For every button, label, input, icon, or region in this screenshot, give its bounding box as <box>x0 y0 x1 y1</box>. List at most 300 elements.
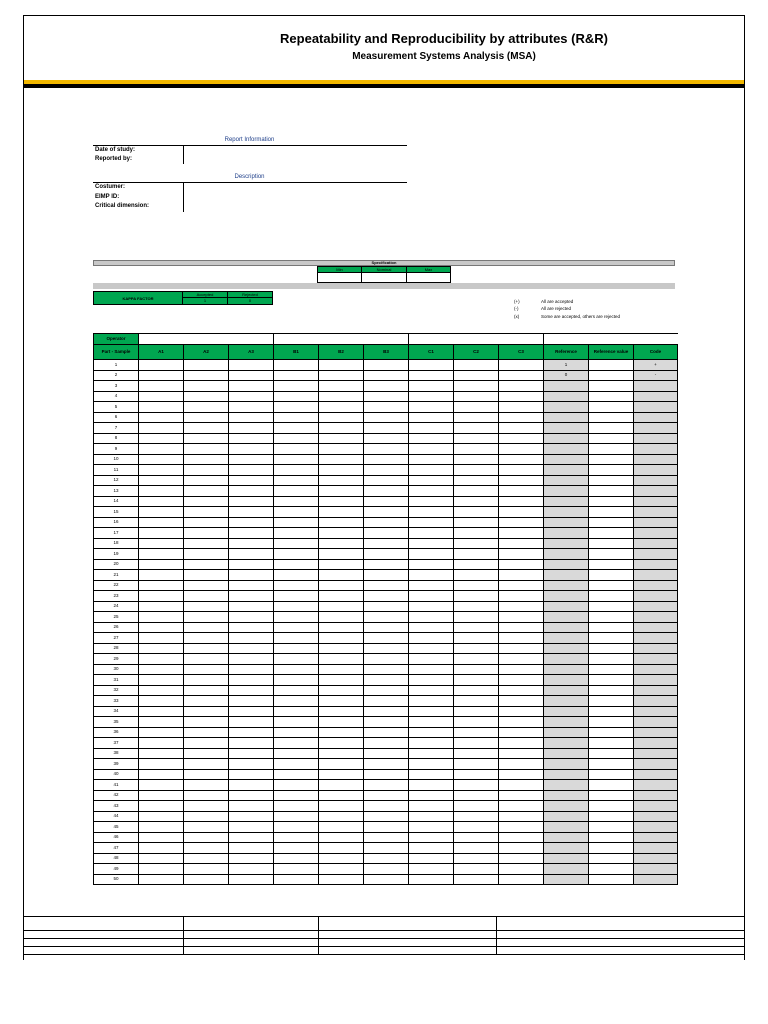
measurement-cell[interactable] <box>454 832 499 843</box>
measurement-cell[interactable] <box>319 528 364 539</box>
measurement-cell[interactable] <box>499 391 544 402</box>
measurement-cell[interactable] <box>364 622 409 633</box>
measurement-cell[interactable] <box>184 685 229 696</box>
measurement-cell[interactable] <box>454 643 499 654</box>
measurement-cell[interactable] <box>409 423 454 434</box>
measurement-cell[interactable] <box>274 559 319 570</box>
measurement-cell[interactable] <box>229 370 274 381</box>
measurement-cell[interactable] <box>139 874 184 885</box>
measurement-cell[interactable] <box>229 769 274 780</box>
measurement-cell[interactable] <box>454 381 499 392</box>
measurement-cell[interactable] <box>409 675 454 686</box>
measurement-cell[interactable] <box>319 496 364 507</box>
measurement-cell[interactable] <box>409 654 454 665</box>
measurement-cell[interactable] <box>229 738 274 749</box>
reference-cell[interactable] <box>544 633 589 644</box>
reference-value-cell[interactable] <box>589 874 634 885</box>
measurement-cell[interactable] <box>364 454 409 465</box>
measurement-cell[interactable] <box>274 717 319 728</box>
measurement-cell[interactable] <box>229 748 274 759</box>
measurement-cell[interactable] <box>274 738 319 749</box>
measurement-cell[interactable] <box>364 874 409 885</box>
measurement-cell[interactable] <box>364 559 409 570</box>
measurement-cell[interactable] <box>409 874 454 885</box>
measurement-cell[interactable] <box>364 717 409 728</box>
reference-cell[interactable] <box>544 570 589 581</box>
reference-value-cell[interactable] <box>589 822 634 833</box>
measurement-cell[interactable] <box>274 423 319 434</box>
measurement-cell[interactable] <box>319 685 364 696</box>
measurement-cell[interactable] <box>454 853 499 864</box>
measurement-cell[interactable] <box>184 475 229 486</box>
measurement-cell[interactable] <box>364 475 409 486</box>
measurement-cell[interactable] <box>139 811 184 822</box>
measurement-cell[interactable] <box>499 769 544 780</box>
reference-cell[interactable] <box>544 507 589 518</box>
measurement-cell[interactable] <box>229 381 274 392</box>
measurement-cell[interactable] <box>319 444 364 455</box>
measurement-cell[interactable] <box>364 360 409 371</box>
reference-cell[interactable] <box>544 696 589 707</box>
measurement-cell[interactable] <box>364 769 409 780</box>
reference-value-cell[interactable] <box>589 391 634 402</box>
reference-value-cell[interactable] <box>589 706 634 717</box>
measurement-cell[interactable] <box>409 444 454 455</box>
measurement-cell[interactable] <box>499 727 544 738</box>
measurement-cell[interactable] <box>139 591 184 602</box>
measurement-cell[interactable] <box>499 622 544 633</box>
reference-cell[interactable] <box>544 454 589 465</box>
measurement-cell[interactable] <box>274 769 319 780</box>
measurement-cell[interactable] <box>409 549 454 560</box>
measurement-cell[interactable] <box>409 780 454 791</box>
measurement-cell[interactable] <box>184 580 229 591</box>
reference-cell[interactable] <box>544 423 589 434</box>
spec-max-input[interactable] <box>406 272 451 283</box>
measurement-cell[interactable] <box>319 790 364 801</box>
measurement-cell[interactable] <box>499 549 544 560</box>
reference-value-cell[interactable] <box>589 538 634 549</box>
measurement-cell[interactable] <box>229 843 274 854</box>
measurement-cell[interactable] <box>409 801 454 812</box>
measurement-cell[interactable] <box>184 633 229 644</box>
reference-value-cell[interactable] <box>589 727 634 738</box>
measurement-cell[interactable] <box>229 423 274 434</box>
measurement-cell[interactable] <box>499 496 544 507</box>
reference-value-cell[interactable] <box>589 465 634 476</box>
measurement-cell[interactable] <box>454 475 499 486</box>
measurement-cell[interactable] <box>364 822 409 833</box>
measurement-cell[interactable] <box>319 517 364 528</box>
measurement-cell[interactable] <box>184 381 229 392</box>
measurement-cell[interactable] <box>274 696 319 707</box>
measurement-cell[interactable] <box>409 433 454 444</box>
measurement-cell[interactable] <box>274 517 319 528</box>
measurement-cell[interactable] <box>364 727 409 738</box>
measurement-cell[interactable] <box>184 538 229 549</box>
measurement-cell[interactable] <box>409 465 454 476</box>
measurement-cell[interactable] <box>229 612 274 623</box>
measurement-cell[interactable] <box>319 486 364 497</box>
measurement-cell[interactable] <box>184 402 229 413</box>
measurement-cell[interactable] <box>409 843 454 854</box>
measurement-cell[interactable] <box>454 685 499 696</box>
measurement-cell[interactable] <box>274 622 319 633</box>
reference-cell[interactable] <box>544 738 589 749</box>
measurement-cell[interactable] <box>364 412 409 423</box>
reference-cell[interactable] <box>544 402 589 413</box>
measurement-cell[interactable] <box>454 717 499 728</box>
measurement-cell[interactable] <box>139 402 184 413</box>
reference-value-cell[interactable] <box>589 360 634 371</box>
measurement-cell[interactable] <box>319 454 364 465</box>
measurement-cell[interactable] <box>454 780 499 791</box>
measurement-cell[interactable] <box>184 664 229 675</box>
measurement-cell[interactable] <box>229 465 274 476</box>
reference-cell[interactable] <box>544 381 589 392</box>
measurement-cell[interactable] <box>139 759 184 770</box>
measurement-cell[interactable] <box>319 727 364 738</box>
measurement-cell[interactable] <box>139 822 184 833</box>
measurement-cell[interactable] <box>139 706 184 717</box>
measurement-cell[interactable] <box>274 706 319 717</box>
measurement-cell[interactable] <box>184 874 229 885</box>
measurement-cell[interactable] <box>229 675 274 686</box>
measurement-cell[interactable] <box>274 580 319 591</box>
measurement-cell[interactable] <box>364 444 409 455</box>
measurement-cell[interactable] <box>364 759 409 770</box>
measurement-cell[interactable] <box>454 811 499 822</box>
measurement-cell[interactable] <box>454 864 499 875</box>
measurement-cell[interactable] <box>364 780 409 791</box>
measurement-cell[interactable] <box>229 853 274 864</box>
measurement-cell[interactable] <box>454 843 499 854</box>
measurement-cell[interactable] <box>319 559 364 570</box>
reference-cell[interactable] <box>544 465 589 476</box>
measurement-cell[interactable] <box>499 790 544 801</box>
measurement-cell[interactable] <box>274 412 319 423</box>
measurement-cell[interactable] <box>454 790 499 801</box>
measurement-cell[interactable] <box>319 622 364 633</box>
measurement-cell[interactable] <box>364 748 409 759</box>
measurement-cell[interactable] <box>364 811 409 822</box>
measurement-cell[interactable] <box>454 727 499 738</box>
reference-cell[interactable] <box>544 864 589 875</box>
measurement-cell[interactable] <box>499 454 544 465</box>
measurement-cell[interactable] <box>229 801 274 812</box>
measurement-cell[interactable] <box>184 517 229 528</box>
measurement-cell[interactable] <box>274 864 319 875</box>
measurement-cell[interactable] <box>274 759 319 770</box>
measurement-cell[interactable] <box>229 507 274 518</box>
measurement-cell[interactable] <box>184 433 229 444</box>
measurement-cell[interactable] <box>319 738 364 749</box>
measurement-cell[interactable] <box>274 612 319 623</box>
reference-cell[interactable] <box>544 874 589 885</box>
measurement-cell[interactable] <box>364 381 409 392</box>
reference-cell[interactable] <box>544 612 589 623</box>
measurement-cell[interactable] <box>274 402 319 413</box>
measurement-cell[interactable] <box>139 801 184 812</box>
operator-a-input[interactable] <box>139 334 274 345</box>
measurement-cell[interactable] <box>139 601 184 612</box>
reference-cell[interactable] <box>544 801 589 812</box>
reference-value-cell[interactable] <box>589 433 634 444</box>
measurement-cell[interactable] <box>364 549 409 560</box>
reference-cell[interactable] <box>544 654 589 665</box>
measurement-cell[interactable] <box>274 549 319 560</box>
measurement-cell[interactable] <box>454 675 499 686</box>
measurement-cell[interactable] <box>184 570 229 581</box>
measurement-cell[interactable] <box>229 643 274 654</box>
measurement-cell[interactable] <box>184 853 229 864</box>
measurement-cell[interactable] <box>319 475 364 486</box>
reference-cell[interactable] <box>544 549 589 560</box>
measurement-cell[interactable] <box>409 412 454 423</box>
measurement-cell[interactable] <box>454 874 499 885</box>
measurement-cell[interactable] <box>139 717 184 728</box>
measurement-cell[interactable] <box>499 475 544 486</box>
reference-value-cell[interactable] <box>589 423 634 434</box>
measurement-cell[interactable] <box>139 769 184 780</box>
measurement-cell[interactable] <box>499 874 544 885</box>
measurement-cell[interactable] <box>274 654 319 665</box>
reference-cell[interactable] <box>544 853 589 864</box>
measurement-cell[interactable] <box>454 580 499 591</box>
measurement-cell[interactable] <box>364 433 409 444</box>
measurement-cell[interactable] <box>274 843 319 854</box>
measurement-cell[interactable] <box>454 612 499 623</box>
measurement-cell[interactable] <box>184 360 229 371</box>
measurement-cell[interactable] <box>454 654 499 665</box>
measurement-cell[interactable] <box>499 759 544 770</box>
spec-min-input[interactable] <box>317 272 362 283</box>
measurement-cell[interactable] <box>499 738 544 749</box>
measurement-cell[interactable] <box>319 402 364 413</box>
measurement-cell[interactable] <box>139 685 184 696</box>
measurement-cell[interactable] <box>319 570 364 581</box>
measurement-cell[interactable] <box>364 738 409 749</box>
measurement-cell[interactable] <box>454 465 499 476</box>
measurement-cell[interactable] <box>184 622 229 633</box>
measurement-cell[interactable] <box>229 633 274 644</box>
measurement-cell[interactable] <box>409 381 454 392</box>
measurement-cell[interactable] <box>319 465 364 476</box>
reference-cell[interactable] <box>544 822 589 833</box>
measurement-cell[interactable] <box>409 454 454 465</box>
measurement-cell[interactable] <box>229 664 274 675</box>
measurement-cell[interactable] <box>319 538 364 549</box>
measurement-cell[interactable] <box>274 727 319 738</box>
measurement-cell[interactable] <box>499 559 544 570</box>
measurement-cell[interactable] <box>454 570 499 581</box>
measurement-cell[interactable] <box>184 832 229 843</box>
measurement-cell[interactable] <box>454 402 499 413</box>
measurement-cell[interactable] <box>499 612 544 623</box>
measurement-cell[interactable] <box>229 790 274 801</box>
measurement-cell[interactable] <box>139 559 184 570</box>
measurement-cell[interactable] <box>454 496 499 507</box>
measurement-cell[interactable] <box>139 538 184 549</box>
measurement-cell[interactable] <box>184 643 229 654</box>
measurement-cell[interactable] <box>409 475 454 486</box>
measurement-cell[interactable] <box>409 601 454 612</box>
measurement-cell[interactable] <box>139 517 184 528</box>
measurement-cell[interactable] <box>139 696 184 707</box>
measurement-cell[interactable] <box>319 370 364 381</box>
measurement-cell[interactable] <box>274 801 319 812</box>
measurement-cell[interactable] <box>364 664 409 675</box>
measurement-cell[interactable] <box>139 486 184 497</box>
measurement-cell[interactable] <box>229 622 274 633</box>
measurement-cell[interactable] <box>364 370 409 381</box>
reference-value-cell[interactable] <box>589 717 634 728</box>
measurement-cell[interactable] <box>139 748 184 759</box>
operator-c-input[interactable] <box>409 334 544 345</box>
measurement-cell[interactable] <box>139 444 184 455</box>
measurement-cell[interactable] <box>319 706 364 717</box>
measurement-cell[interactable] <box>229 822 274 833</box>
measurement-cell[interactable] <box>139 738 184 749</box>
measurement-cell[interactable] <box>499 517 544 528</box>
measurement-cell[interactable] <box>364 633 409 644</box>
measurement-cell[interactable] <box>364 570 409 581</box>
measurement-cell[interactable] <box>229 391 274 402</box>
measurement-cell[interactable] <box>184 759 229 770</box>
reference-cell[interactable] <box>544 685 589 696</box>
measurement-cell[interactable] <box>184 391 229 402</box>
measurement-cell[interactable] <box>319 748 364 759</box>
measurement-cell[interactable] <box>499 538 544 549</box>
measurement-cell[interactable] <box>139 643 184 654</box>
measurement-cell[interactable] <box>229 517 274 528</box>
measurement-cell[interactable] <box>409 402 454 413</box>
reference-cell[interactable] <box>544 538 589 549</box>
measurement-cell[interactable] <box>364 391 409 402</box>
measurement-cell[interactable] <box>319 801 364 812</box>
measurement-cell[interactable] <box>454 748 499 759</box>
measurement-cell[interactable] <box>229 402 274 413</box>
reference-cell[interactable] <box>544 780 589 791</box>
measurement-cell[interactable] <box>319 591 364 602</box>
reference-cell[interactable] <box>544 643 589 654</box>
measurement-cell[interactable] <box>229 759 274 770</box>
measurement-cell[interactable] <box>364 465 409 476</box>
measurement-cell[interactable] <box>409 706 454 717</box>
measurement-cell[interactable] <box>184 549 229 560</box>
measurement-cell[interactable] <box>229 486 274 497</box>
reference-value-cell[interactable] <box>589 769 634 780</box>
measurement-cell[interactable] <box>364 591 409 602</box>
measurement-cell[interactable] <box>409 559 454 570</box>
reference-value-cell[interactable] <box>589 580 634 591</box>
measurement-cell[interactable] <box>184 780 229 791</box>
measurement-cell[interactable] <box>364 790 409 801</box>
reference-cell[interactable] <box>544 496 589 507</box>
reference-value-cell[interactable] <box>589 864 634 875</box>
measurement-cell[interactable] <box>274 507 319 518</box>
measurement-cell[interactable] <box>184 738 229 749</box>
measurement-cell[interactable] <box>364 864 409 875</box>
measurement-cell[interactable] <box>409 664 454 675</box>
measurement-cell[interactable] <box>454 538 499 549</box>
measurement-cell[interactable] <box>139 528 184 539</box>
reference-cell[interactable] <box>544 475 589 486</box>
reference-cell[interactable] <box>544 727 589 738</box>
measurement-cell[interactable] <box>364 538 409 549</box>
measurement-cell[interactable] <box>229 654 274 665</box>
measurement-cell[interactable] <box>499 654 544 665</box>
reference-cell[interactable] <box>544 412 589 423</box>
measurement-cell[interactable] <box>499 643 544 654</box>
measurement-cell[interactable] <box>139 664 184 675</box>
measurement-cell[interactable] <box>454 454 499 465</box>
measurement-cell[interactable] <box>274 853 319 864</box>
measurement-cell[interactable] <box>229 874 274 885</box>
reference-cell[interactable] <box>544 517 589 528</box>
measurement-cell[interactable] <box>139 423 184 434</box>
measurement-cell[interactable] <box>409 528 454 539</box>
measurement-cell[interactable] <box>499 591 544 602</box>
measurement-cell[interactable] <box>364 612 409 623</box>
measurement-cell[interactable] <box>139 507 184 518</box>
reference-cell[interactable] <box>544 769 589 780</box>
measurement-cell[interactable] <box>499 780 544 791</box>
reference-value-cell[interactable] <box>589 790 634 801</box>
reference-value-cell[interactable] <box>589 559 634 570</box>
measurement-cell[interactable] <box>139 465 184 476</box>
reference-value-cell[interactable] <box>589 412 634 423</box>
measurement-cell[interactable] <box>409 538 454 549</box>
measurement-cell[interactable] <box>319 822 364 833</box>
measurement-cell[interactable] <box>454 633 499 644</box>
reference-cell[interactable] <box>544 790 589 801</box>
measurement-cell[interactable] <box>229 528 274 539</box>
reference-cell[interactable] <box>544 528 589 539</box>
reference-cell[interactable] <box>544 391 589 402</box>
reference-value-cell[interactable] <box>589 549 634 560</box>
measurement-cell[interactable] <box>409 853 454 864</box>
measurement-cell[interactable] <box>499 402 544 413</box>
reference-cell[interactable] <box>544 706 589 717</box>
measurement-cell[interactable] <box>364 706 409 717</box>
measurement-cell[interactable] <box>454 528 499 539</box>
measurement-cell[interactable] <box>319 811 364 822</box>
reference-value-cell[interactable] <box>589 591 634 602</box>
measurement-cell[interactable] <box>184 454 229 465</box>
measurement-cell[interactable] <box>499 706 544 717</box>
measurement-cell[interactable] <box>454 738 499 749</box>
measurement-cell[interactable] <box>364 832 409 843</box>
measurement-cell[interactable] <box>454 360 499 371</box>
measurement-cell[interactable] <box>139 864 184 875</box>
measurement-cell[interactable] <box>409 864 454 875</box>
measurement-cell[interactable] <box>364 696 409 707</box>
measurement-cell[interactable] <box>229 727 274 738</box>
measurement-cell[interactable] <box>184 528 229 539</box>
measurement-cell[interactable] <box>274 486 319 497</box>
measurement-cell[interactable] <box>319 391 364 402</box>
measurement-cell[interactable] <box>499 811 544 822</box>
measurement-cell[interactable] <box>364 643 409 654</box>
reference-value-cell[interactable] <box>589 748 634 759</box>
measurement-cell[interactable] <box>139 675 184 686</box>
measurement-cell[interactable] <box>229 360 274 371</box>
reference-value-cell[interactable] <box>589 664 634 675</box>
reference-cell[interactable] <box>544 444 589 455</box>
reference-value-cell[interactable] <box>589 843 634 854</box>
measurement-cell[interactable] <box>319 717 364 728</box>
